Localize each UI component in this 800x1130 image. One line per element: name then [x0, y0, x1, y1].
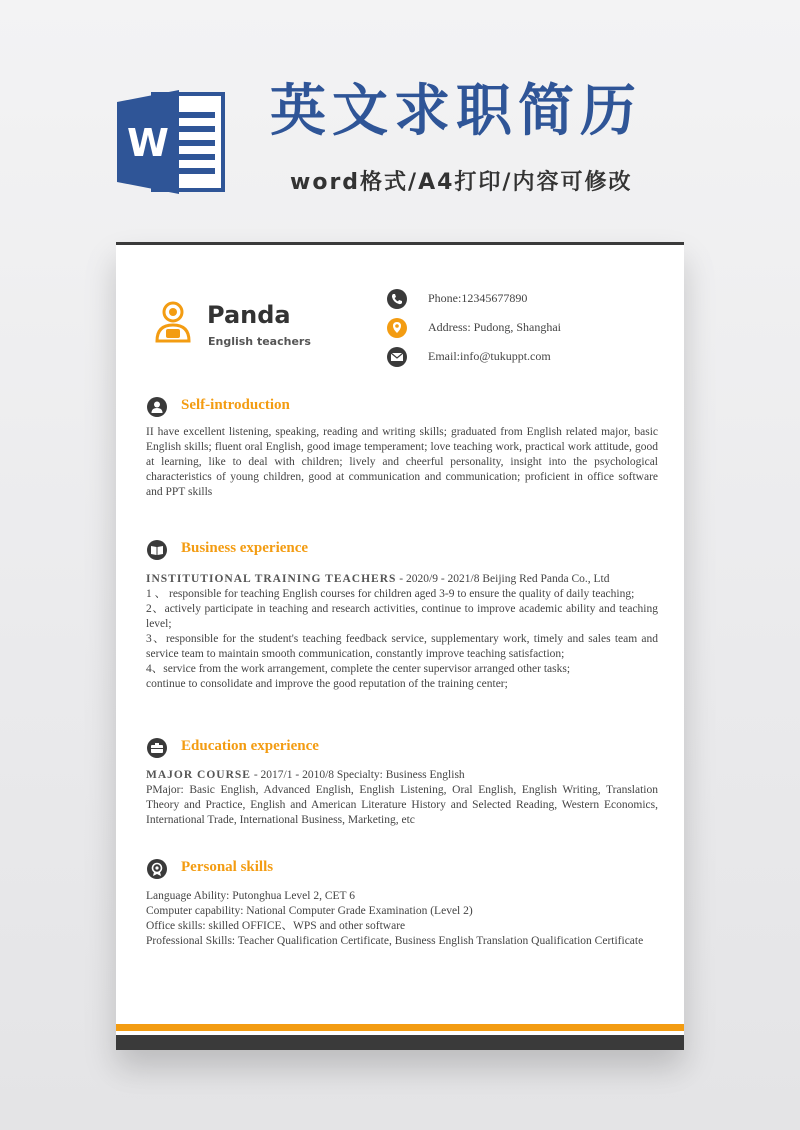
word-document-icon	[117, 88, 227, 196]
award-icon	[146, 858, 168, 880]
business-experience-text	[146, 572, 658, 692]
section-title: Business experience	[181, 540, 309, 556]
phone-icon	[386, 288, 408, 310]
section-education-experience	[146, 737, 446, 759]
location-icon	[386, 317, 408, 339]
list-item: 4、service from the work arrangement, complete the center supervisor arranged other tasks;	[146, 663, 571, 675]
list-item: 3、responsible for the student's teaching feedback service, supplementary work, timely and sales team and service team to maintain smooth communication, constantly improve teaching satisfaction;	[146, 633, 658, 660]
contact-email-text: Email:info@tukuppt.com	[428, 349, 551, 363]
education-period: - 2017/1 - 2010/8 Specialty: Business English	[250, 769, 465, 781]
education-course: MAJOR COURSE	[146, 769, 251, 781]
list-item: Office skills: skilled OFFICE、WPS and other software	[146, 920, 406, 932]
mail-icon	[386, 346, 408, 368]
banner-title: 英文求职简历	[270, 79, 642, 144]
banner-subtitle: word格式/A4打印/内容可修改	[290, 170, 633, 195]
business-heading	[146, 572, 658, 587]
education-major-text: PMajor: Basic English, Advanced English, English Listening, Oral English, English Writing, Translation Theory and Practice, English and American Literature History and Selected Reading, Western Economics, International Trade, International Business, Marketing, etc	[146, 784, 658, 826]
list-item: 2、actively participate in teaching and research activities, continue to improve academic ability and teaching level;	[146, 603, 658, 630]
section-self-introduction	[146, 396, 446, 418]
contact-phone-text: Phone:12345677890	[428, 291, 528, 305]
personal-skills-text	[146, 889, 658, 949]
contact-phone	[386, 288, 676, 310]
section-title: Education experience	[181, 738, 319, 754]
briefcase-icon	[146, 737, 168, 759]
banner	[0, 0, 800, 240]
list-item: Language Ability: Putonghua Level 2, CET 6	[146, 890, 355, 902]
svg-text:W: W	[127, 121, 169, 165]
contact-address	[386, 317, 676, 339]
book-icon	[146, 539, 168, 561]
candidate-role: English teachers	[208, 335, 311, 348]
list-item: Professional Skills: Teacher Qualification Certificate, Business English Translation Qualification Certificate	[146, 935, 644, 947]
education-heading	[146, 768, 658, 783]
avatar-icon	[154, 301, 192, 343]
section-personal-skills	[146, 858, 446, 880]
contact-email	[386, 346, 676, 368]
business-position: INSTITUTIONAL TRAINING TEACHERS	[146, 573, 397, 585]
list-item: continue to consolidate and improve the good reputation of the training center;	[146, 678, 508, 690]
business-period: - 2020/9 - 2021/8 Beijing Red Panda Co., Ltd	[396, 573, 610, 585]
candidate-name: Panda	[207, 301, 291, 329]
education-experience-text	[146, 768, 658, 828]
self-introduction-text: II have excellent listening, speaking, reading and writing skills; graduated from English related major, basic English skills; fluent oral English, good image temperament; love teaching work, practical work attitude, good at learning, like to deal with children; lively and cheerful personality, insight into the psychological characteristics of young children, good at communication and communication; proficient in office software and PPT skills	[146, 426, 658, 498]
footer-stripe-orange	[116, 1024, 684, 1031]
list-item: Computer capability: National Computer Grade Examination (Level 2)	[146, 905, 473, 917]
footer-stripe-dark	[116, 1035, 684, 1050]
resume-page	[116, 242, 684, 1050]
contact-address-text: Address: Pudong, Shanghai	[428, 320, 561, 334]
person-icon	[146, 396, 168, 418]
list-item: 1 、 responsible for teaching English courses for children aged 3-9 to ensure the quality of daily teaching;	[146, 588, 635, 600]
section-title: Personal skills	[181, 859, 274, 875]
section-title: Self-introduction	[181, 397, 290, 413]
section-business-experience	[146, 539, 446, 561]
